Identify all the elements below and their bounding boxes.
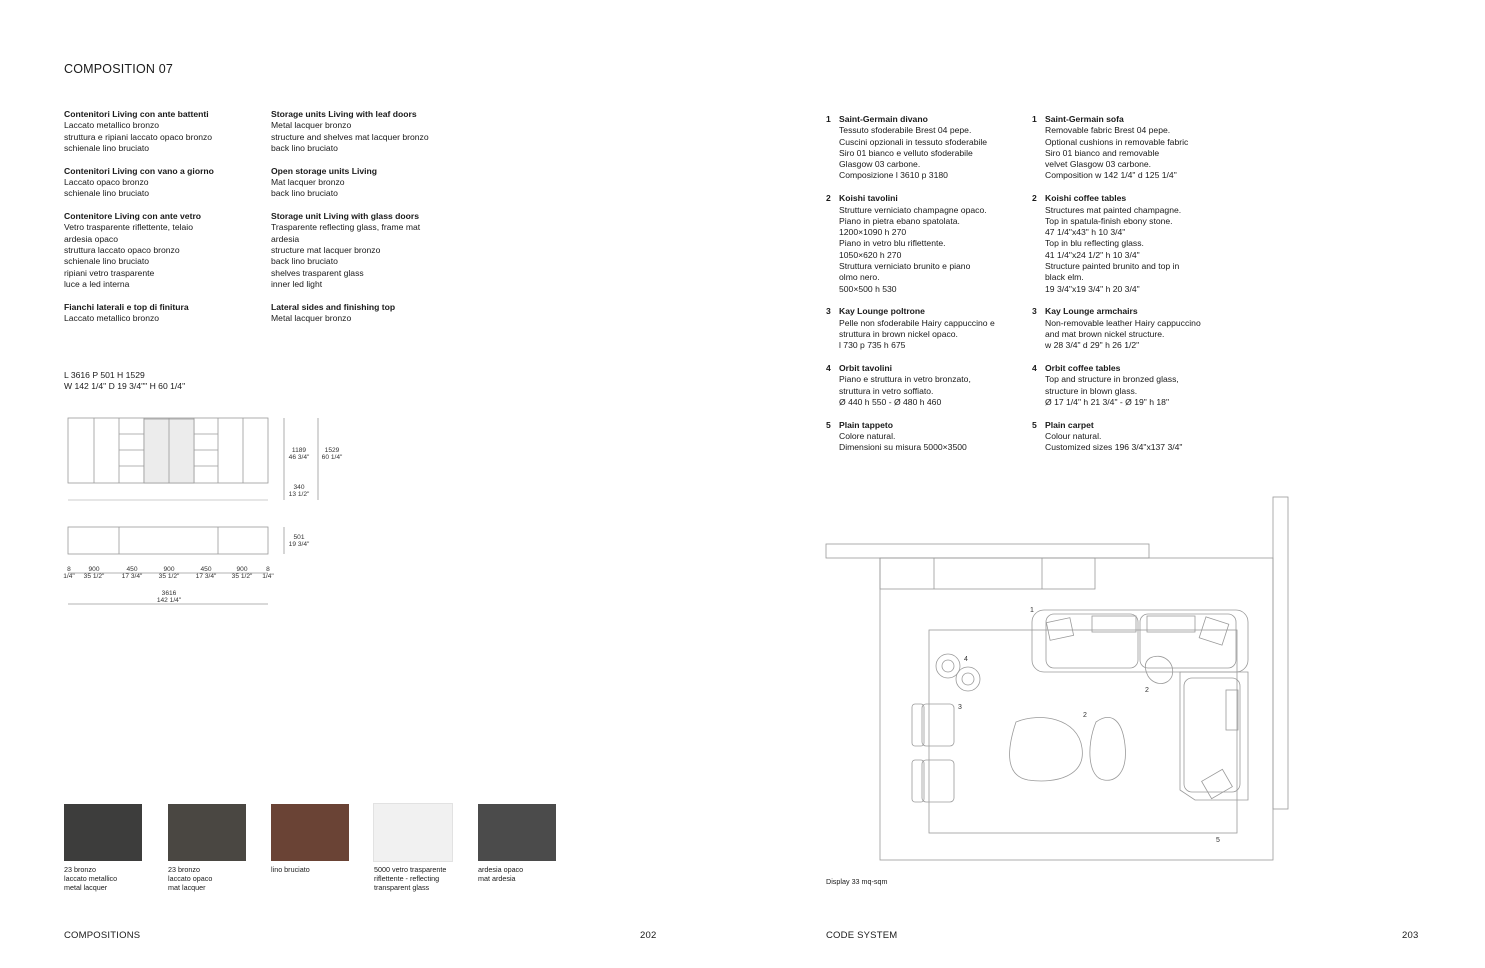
product-it-number: 4 [826,363,831,374]
dim-label: 46 3/4" [288,454,310,461]
product-en-heading: Orbit coffee tables [1045,363,1121,374]
material-en-line: Mat lacquer bronzo [271,176,345,187]
swatch-label [64,866,154,892]
product-it-item [826,114,1026,182]
swatch-label [168,866,258,892]
swatch-label-line: metal lacquer [64,882,108,892]
product-en-item [1032,363,1252,408]
product-en-line: Top and structure in bronzed glass, [1045,374,1179,385]
swatch-label-line: riflettente - reflecting [374,873,440,883]
top-view-outline [68,527,268,554]
svg-text:1/4" [262,573,274,580]
material-it-line: ripiani vetro trasparente [64,267,155,278]
product-it-line: Dimensioni su misura 5000×3500 [839,442,967,453]
plan-label: 3 [958,704,962,711]
product-it-line: Composizione l 3610 p 3180 [839,170,948,181]
material-en-line: Trasparente reflecting glass, frame mat [271,222,421,233]
dim-label: 900 [236,566,248,573]
product-en-line: Structure painted brunito and top in [1045,261,1180,272]
material-swatch [271,804,349,861]
product-en-number: 2 [1032,193,1037,204]
swatch-label-line: laccato metallico [64,873,118,883]
material-it-line: Laccato metallico bronzo [64,312,160,323]
swatch-label [478,866,568,884]
swatch-label-line: mat ardesia [478,873,516,883]
product-en-line: Top in blu reflecting glass. [1045,238,1144,249]
product-en-item [1032,193,1252,295]
product-it-line: olmo nero. [839,272,880,283]
product-it-line: Ø 440 h 550 - Ø 480 h 460 [839,397,942,408]
product-it-line: Piano in pietra ebano spatolata. [839,215,960,226]
material-en-line: structure and shelves mat lacquer bronzo [271,131,429,142]
product-it-item [826,420,1026,454]
swatch-label [271,866,361,875]
page-number-right: 203 [1402,930,1419,941]
product-it-number: 2 [826,193,831,204]
product-en-line: 19 3/4"x19 3/4" h 20 3/4" [1045,283,1140,294]
display-area-note: Display 33 mq-sqm [826,877,888,886]
material-en-line: inner led light [271,278,323,289]
product-en-item [1032,306,1252,351]
product-en-line: w 28 3/4" d 29" h 26 1/2" [1045,340,1140,351]
product-it-item [826,193,1026,295]
svg-text:450 [126,566,137,573]
dim-label: 35 1/2" [231,573,253,580]
svg-text:501 [293,534,304,541]
product-it-line: l 730 p 735 h 675 [839,340,906,351]
storage-unit-plan [880,558,1095,589]
svg-text:900 [236,566,247,573]
svg-text:4 [964,656,968,663]
material-it-group [64,302,264,325]
svg-text:13 1/2" [289,491,310,498]
dim-label: 17 3/4" [121,573,143,580]
footer-section-left: COMPOSITIONS [64,930,141,941]
product-en-line: Non-removable leather Hairy cappuccino [1045,317,1201,328]
svg-text:17 3/4" [196,573,217,580]
svg-text:1 [1030,607,1034,614]
dim-label: 35 1/2" [83,573,105,580]
koishi-table-large [1010,718,1083,781]
swatch-label-line: 23 bronzo [64,865,96,874]
product-en-number: 5 [1032,419,1037,430]
material-en-heading: Storage units Living with leaf doors [271,109,417,119]
product-it-line: 1200×1090 h 270 [839,227,907,238]
dim-label: 35 1/2" [158,573,180,580]
material-en-line: back lino bruciato [271,188,338,199]
orbit-table-small-2 [1145,656,1172,683]
product-en-line: Top in spatula-finish ebony stone. [1045,215,1173,226]
plan-label: 4 [964,656,968,663]
dimensions-metric: L 3616 P 501 H 1529 [64,370,145,380]
dim-label: 450 [126,566,138,573]
material-swatch [374,804,452,861]
material-en-line: Metal lacquer bronzo [271,120,352,131]
svg-text:1/4" [63,573,75,580]
svg-text:3616 [162,590,177,597]
dim-label: 19 3/4" [288,541,310,548]
dim-label: 1/4" [63,573,75,580]
product-it-heading: Plain tappeto [839,419,893,430]
material-it-heading: Contenitori Living con vano a giorno [64,165,214,176]
dim-label: 8 [67,566,71,573]
product-en-heading: Saint-Germain sofa [1045,114,1124,124]
svg-text:900 [163,566,174,573]
plan-label: 2 [1145,687,1149,694]
svg-text:900 [88,566,99,573]
swatch-label-line: transparent glass [374,882,430,892]
top-shelf [826,544,1149,558]
swatch-label-line: lino bruciato [271,865,310,874]
dim-label: 60 1/4" [321,454,343,461]
product-it-line: Siro 01 bianco e velluto sfoderabile [839,147,973,158]
product-it-item [826,363,1026,408]
orbit-table-b [956,667,980,691]
carpet-outline [929,630,1237,833]
product-it-line: Piano in vetro blu riflettente. [839,238,946,249]
overall-dimensions [64,370,185,391]
material-it-line: ardesia opaco [64,233,118,244]
material-en-group [271,211,491,290]
storage-elevation-drawing [60,410,360,610]
material-en-line: ardesia [271,233,300,244]
dimensions-imperial: W 142 1/4" D 19 3/4"" H 60 1/4" [64,380,186,391]
material-it-heading: Fianchi laterali e top di finitura [64,301,189,312]
svg-text:46 3/4" [289,454,310,461]
dim-label: 340 [293,484,305,491]
dim-label: 3616 [161,590,177,597]
material-en-line: Metal lacquer bronzo [271,312,352,323]
product-it-line: Struttura verniciato brunito e piano [839,261,971,272]
material-en-heading: Lateral sides and finishing top [271,301,396,312]
product-it-line: 1050×620 h 270 [839,249,902,260]
material-en-line: shelves trasparent glass [271,267,364,278]
swatch-label-line: 23 bronzo [168,865,200,874]
english-materials-column [271,109,491,336]
product-it-line: Colore natural. [839,431,896,442]
svg-text:340 [293,484,304,491]
product-it-line: 500×500 h 530 [839,283,897,294]
material-en-line: structure mat lacquer bronzo [271,244,381,255]
material-it-line: Laccato opaco bronzo [64,176,149,187]
product-en-line: velvet Glasgow 03 carbone. [1045,159,1152,170]
product-it-number: 1 [826,114,831,124]
svg-text:35 1/2" [84,573,105,580]
english-products-column [1032,114,1252,465]
material-it-line: struttura e ripiani laccato opaco bronzo [64,131,213,142]
material-it-line: luce a led interna [64,278,130,289]
product-en-line: Composition w 142 1/4" d 125 1/4" [1045,170,1177,181]
svg-text:60 1/4" [322,454,343,461]
material-en-line: back lino bruciato [271,256,338,267]
material-it-line: schienale lino bruciato [64,188,150,199]
swatch-label [374,866,464,892]
product-it-line: Cuscini opzionali in tessuto sfoderabile [839,136,988,147]
product-en-line: Ø 17 1/4" h 21 3/4" - Ø 19" h 18" [1045,397,1169,408]
plan-label: 5 [1216,837,1220,844]
material-it-line: Laccato metallico bronzo [64,120,160,131]
product-it-line: Glasgow 03 carbone. [839,159,921,170]
material-en-line: back lino bruciato [271,142,338,153]
koishi-table-small [1090,717,1126,780]
dim-label: 501 [293,534,305,541]
dim-label: 900 [163,566,175,573]
svg-text:35 1/2" [232,573,253,580]
room-outline [880,558,1273,860]
product-en-line: 47 1/4"x43" h 10 3/4" [1045,227,1126,238]
product-en-line: 41 1/4"x24 1/2" h 10 3/4" [1045,249,1140,260]
dim-label: 1/4" [262,573,274,580]
product-en-line: Optional cushions in removable fabric [1045,136,1189,147]
page-title: COMPOSITION 07 [64,62,174,76]
product-it-heading: Orbit tavolini [839,363,892,374]
product-en-number: 4 [1032,363,1037,374]
dim-label: 900 [88,566,100,573]
product-en-heading: Kay Lounge armchairs [1045,306,1138,317]
material-it-heading: Contenitori Living con ante battenti [64,109,209,119]
product-it-line: Pelle non sfoderabile Hairy cappuccino e [839,317,995,328]
armchair-b [922,760,954,802]
product-en-line: Colour natural. [1045,431,1102,442]
italian-products-column [826,114,1026,465]
swatch-label-line: 5000 vetro trasparente [374,865,447,874]
product-en-heading: Koishi coffee tables [1045,193,1127,204]
svg-text:8 [266,566,270,573]
product-it-line: struttura in brown nickel opaco. [839,329,958,340]
product-it-heading: Koishi tavolini [839,193,898,204]
product-en-line: black elm. [1045,272,1084,283]
svg-text:17 3/4" [122,573,143,580]
page-number-left: 202 [640,930,657,941]
material-swatch [64,804,142,861]
product-en-item [1032,420,1252,454]
material-en-group [271,109,491,154]
material-it-heading: Contenitore Living con ante vetro [64,211,202,222]
dim-label: 17 3/4" [195,573,217,580]
svg-text:2 [1083,712,1087,719]
product-it-heading: Saint-Germain divano [839,114,928,124]
product-it-number: 5 [826,419,831,430]
product-it-line: struttura in vetro soffiato. [839,385,934,396]
svg-text:1189 [292,447,307,454]
svg-text:19 3/4" [289,541,310,548]
material-it-group [64,211,264,290]
material-en-heading: Open storage units Living [271,165,377,176]
armchair-a [922,704,954,746]
product-en-line: Customized sizes 196 3/4"x137 3/4" [1045,442,1183,453]
product-en-line: Siro 01 bianco and removable [1045,147,1160,158]
svg-text:5 [1216,837,1220,844]
product-it-heading: Kay Lounge poltrone [839,306,925,317]
product-en-number: 1 [1032,114,1037,124]
dim-label: 450 [200,566,212,573]
product-en-line: structure in blown glass. [1045,385,1138,396]
svg-text:142 1/4" [157,597,182,604]
product-it-line: Strutture verniciato champagne opaco. [839,204,987,215]
material-it-line: Vetro trasparente riflettente, telaio [64,222,193,233]
dim-label: 8 [266,566,270,573]
dim-label: 13 1/2" [288,491,310,498]
swatch-label-line: ardesia opaco [478,865,524,874]
svg-text:450 [200,566,211,573]
right-wall [1273,497,1288,809]
material-en-group [271,302,491,325]
product-en-number: 3 [1032,306,1037,317]
product-en-line: Removable fabric Brest 04 pepe. [1045,125,1171,136]
material-swatch [478,804,556,861]
product-it-item [826,306,1026,351]
orbit-table-a [936,654,960,678]
material-it-line: schienale lino bruciato [64,256,150,267]
material-swatch [168,804,246,861]
material-en-group [271,166,491,200]
footer-section-right: CODE SYSTEM [826,930,898,941]
product-en-line: Structures mat painted champagne. [1045,204,1182,215]
floor-plan-drawing [820,490,1300,870]
svg-text:3 [958,704,962,711]
product-en-heading: Plain carpet [1045,419,1094,430]
swatch-label-line: laccato opaco [168,873,213,883]
plan-label: 2 [1083,712,1087,719]
dim-label: 1529 [324,447,340,454]
material-it-line: schienale lino bruciato [64,142,150,153]
svg-text:1529 [325,447,340,454]
dim-label: 1189 [291,447,307,454]
material-it-group [64,109,264,154]
product-it-line: Piano e struttura in vetro bronzato, [839,374,971,385]
material-it-line: struttura laccato opaco bronzo [64,244,180,255]
product-it-number: 3 [826,306,831,317]
product-en-line: and mat brown nickel structure. [1045,329,1165,340]
plan-label: 1 [1030,607,1034,614]
dim-label: 142 1/4" [156,597,182,604]
italian-materials-column [64,109,264,336]
material-it-group [64,166,264,200]
swatch-label-line: mat lacquer [168,882,206,892]
svg-text:8 [67,566,71,573]
material-en-heading: Storage unit Living with glass doors [271,211,420,222]
product-it-line: Tessuto sfoderabile Brest 04 pepe. [839,125,972,136]
svg-text:35 1/2" [159,573,180,580]
sofa-plan [1032,610,1248,800]
product-en-item [1032,114,1252,182]
svg-text:2 [1145,687,1149,694]
